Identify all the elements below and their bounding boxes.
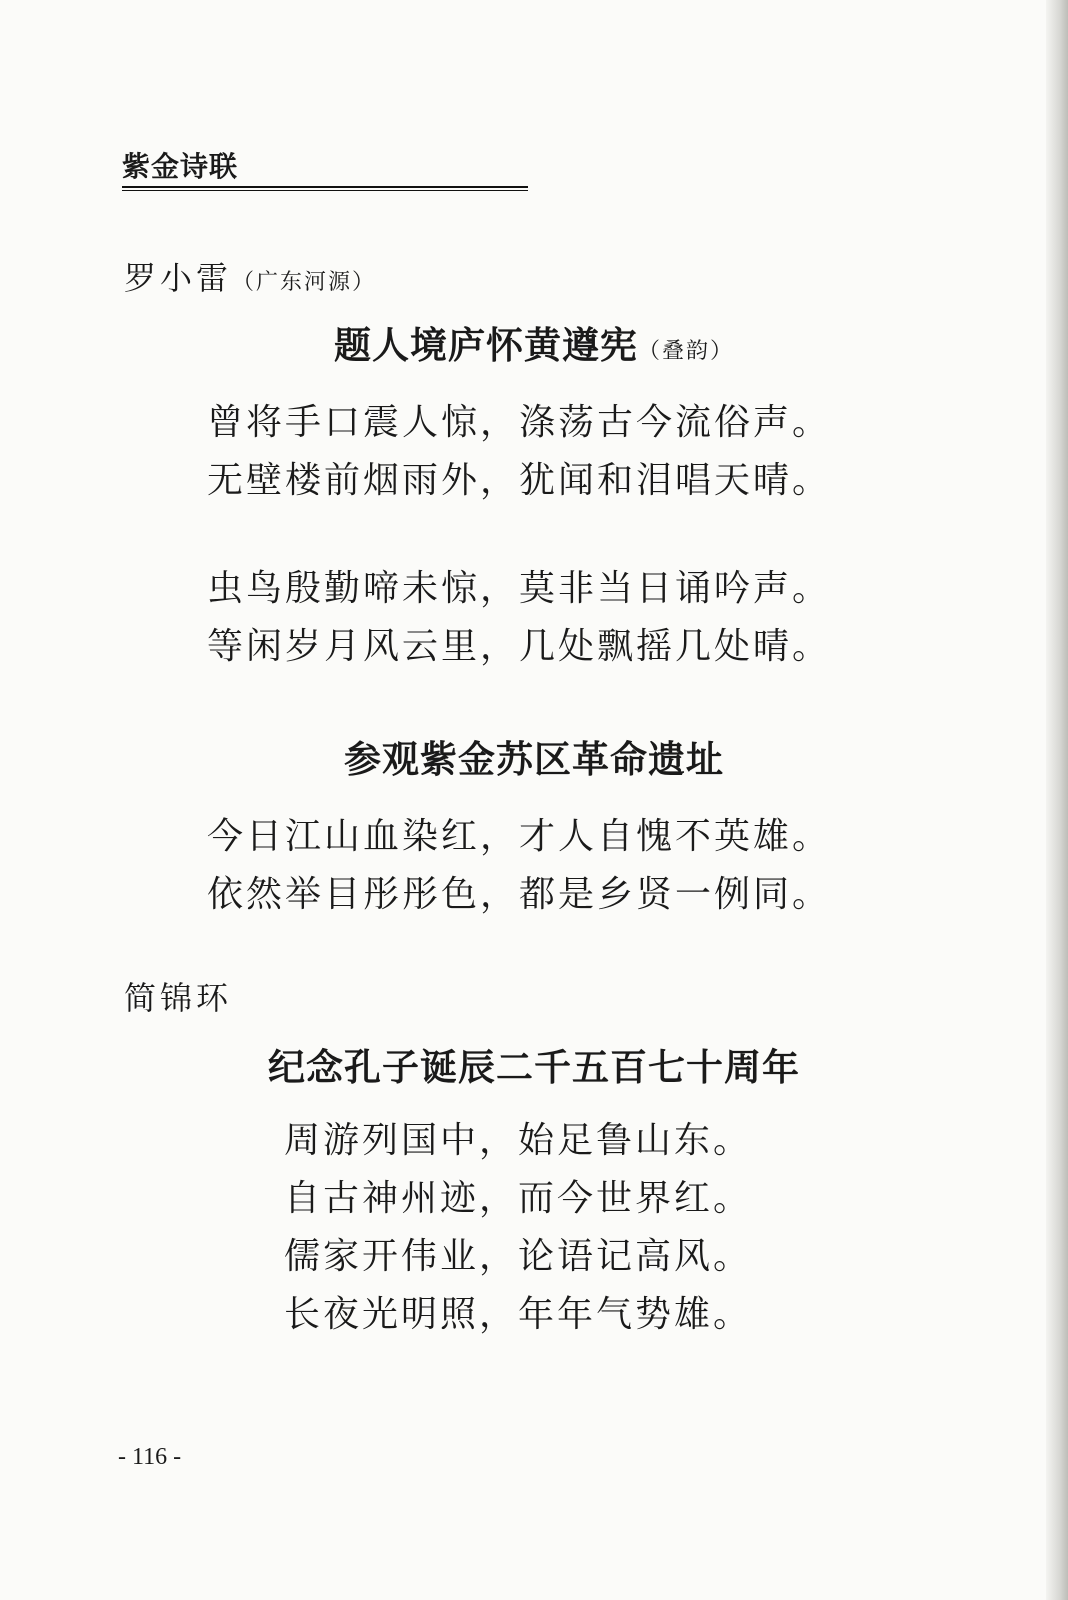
poem-line: 长夜光明照，年年气势雄。 [284, 1294, 753, 1335]
poem-line: 虫鸟殷勤啼未惊，莫非当日诵吟声。 [207, 568, 832, 609]
poem-title [0, 324, 1068, 374]
poem-title [0, 1046, 1068, 1090]
author-line [124, 978, 232, 1018]
poem-line: 依然举目彤彤色，都是乡贤一例同。 [207, 874, 832, 915]
poem-stanza [284, 1112, 752, 1344]
poem-title-text: 参观紫金苏区革命遗址 [344, 738, 724, 781]
poem-title-text: 纪念孔子诞辰二千五百七十周年 [268, 1046, 800, 1089]
poem-line: 今日江山血染红，才人自愧不英雄。 [207, 816, 832, 857]
poem-line: 无壁楼前烟雨外，犹闻和泪唱天晴。 [207, 460, 832, 501]
poem-title-note: （叠韵） [637, 339, 734, 364]
author-name: 罗小雷 [124, 259, 233, 297]
poem-line: 儒家开伟业，论语记高风。 [284, 1236, 753, 1277]
header-rule [122, 186, 528, 191]
author-origin: （广东河源） [232, 270, 377, 295]
poem-line: 曾将手口震人惊，涤荡古今流俗声。 [207, 402, 832, 443]
author-name: 简锦环 [124, 979, 233, 1017]
poem-title [0, 738, 1068, 782]
poem-stanza [207, 394, 831, 510]
poem-line: 等闲岁月风云里，几处飘摇几处晴。 [207, 626, 832, 667]
poem-title-text: 题人境庐怀黄遵宪 [333, 324, 638, 367]
page-edge-shadow [1046, 0, 1068, 1600]
poem-line: 自古神州迹，而今世界红。 [284, 1178, 753, 1219]
author-line [124, 258, 376, 303]
page-number: - 116 - [118, 1444, 182, 1470]
poem-line: 周游列国中，始足鲁山东。 [284, 1120, 753, 1161]
poem-stanza [207, 560, 831, 676]
running-head: 紫金诗联 [122, 150, 239, 183]
poem-stanza [207, 808, 831, 924]
